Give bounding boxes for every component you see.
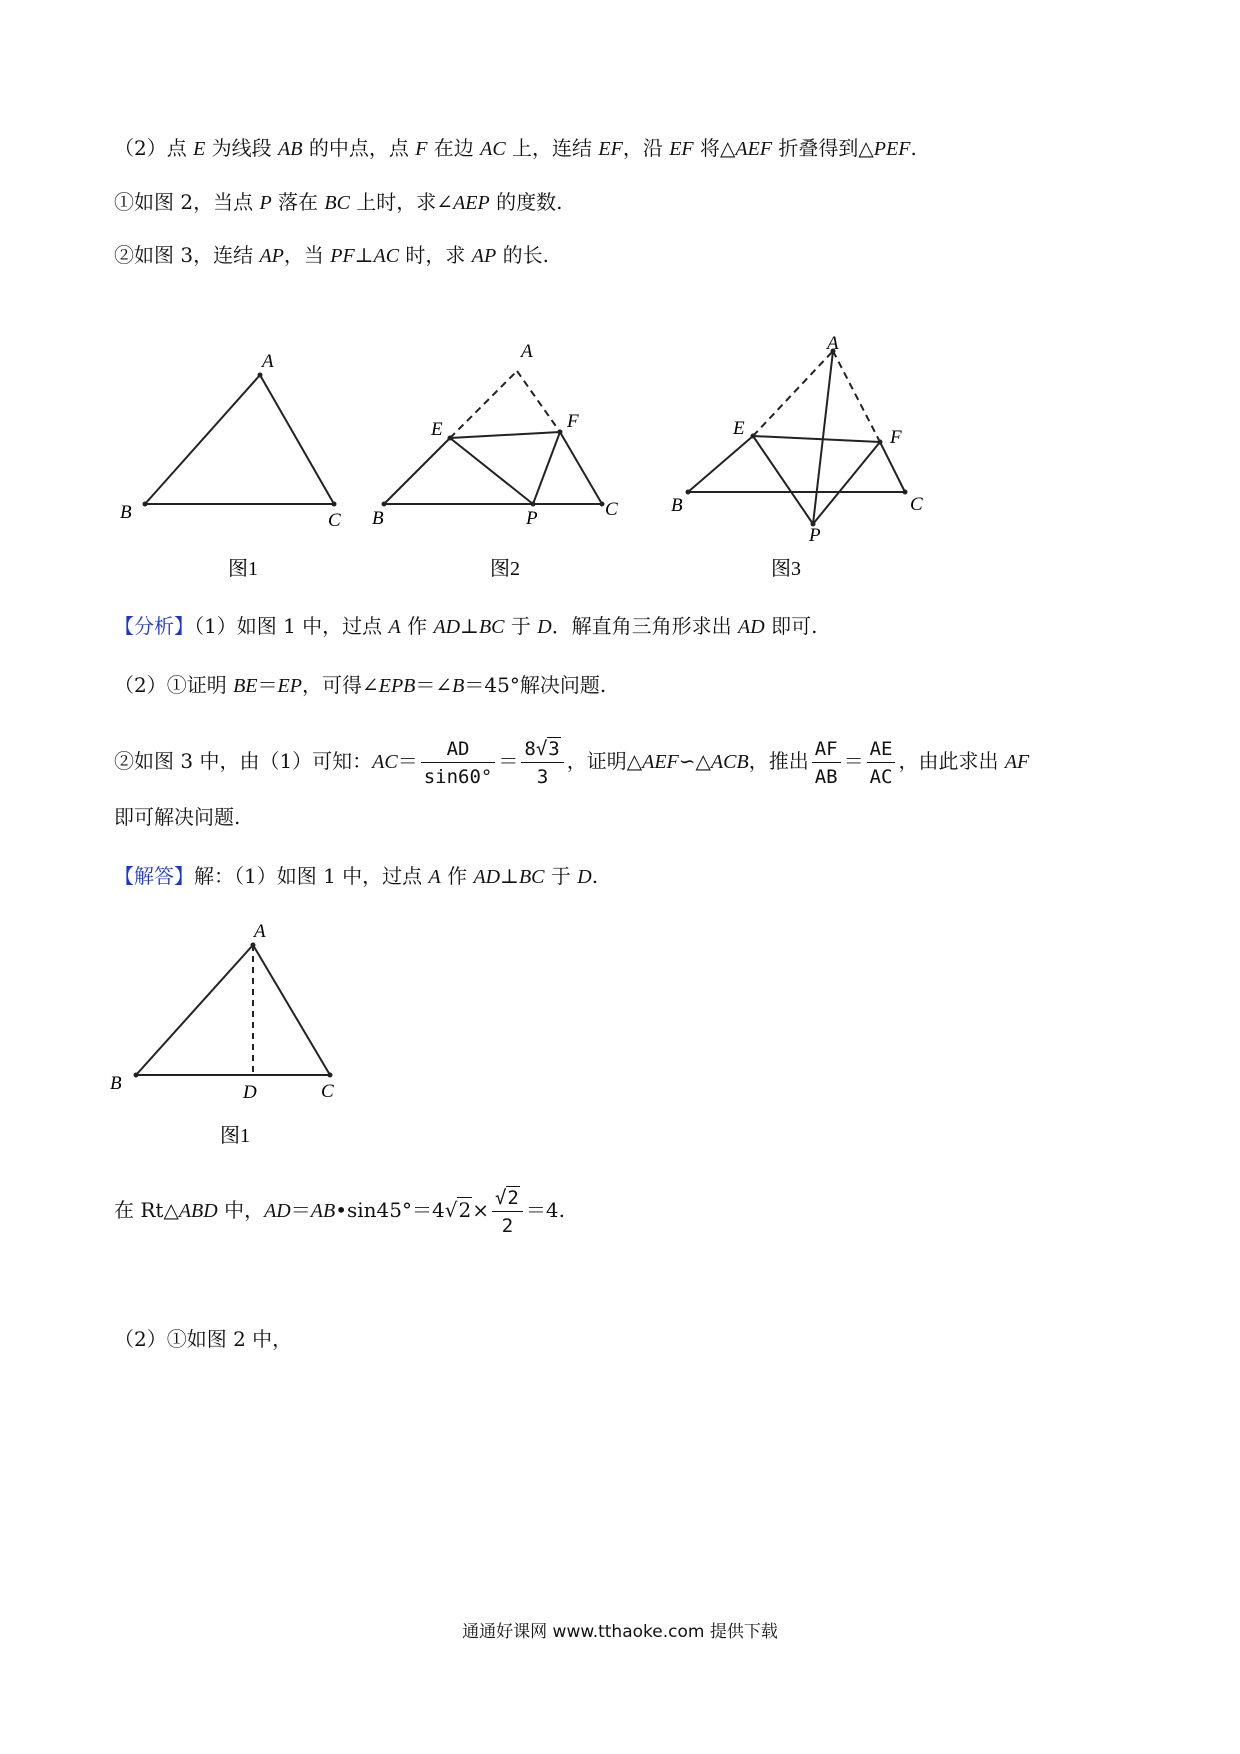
figure-caption: 图3 — [771, 558, 801, 580]
analysis-tag: 【分析】 — [114, 614, 194, 638]
label-p: P — [809, 525, 821, 546]
question-2-stem: （2）点 E 为线段 AB 的中点，点 F 在边 AC 上，连结 EF，沿 EF 将△AEF 折叠得到△PEF. — [114, 136, 917, 160]
label-b: B — [671, 495, 683, 516]
question-2-sub2: ②如图 3，连结 AP，当 PF⊥AC 时，求 AP 的长. — [114, 243, 549, 267]
label-a: A — [521, 341, 533, 362]
analysis-p1: 【分析】（1）如图 1 中，过点 A 作 AD⊥BC 于 D．解直角三角形求出 AD 即可. — [114, 614, 818, 638]
analysis-p2: （2）①证明 BE＝EP，可得∠EPB＝∠B＝45°解决问题. — [114, 673, 607, 697]
analysis-p3-continued: 即可解决问题. — [114, 805, 241, 829]
page-footer: 通通好课网 www.tthaoke.com 提供下载 — [462, 1622, 778, 1642]
label-e: E — [733, 418, 745, 439]
fraction-8root3-3: $\frac{8√3}{3}$ — [521, 738, 563, 788]
figure-caption: 图1 — [228, 558, 258, 580]
label-b: B — [120, 502, 132, 523]
label-p: P — [526, 508, 538, 529]
figure-3 — [665, 335, 945, 585]
label-f: F — [567, 411, 579, 432]
fraction-ae-ac: $\frac{AE}{AC}$ — [867, 738, 896, 788]
question-2-sub1: ①如图 2，当点 P 落在 BC 上时，求∠AEP 的度数. — [114, 190, 563, 214]
answer-tag: 【解答】 — [114, 864, 194, 888]
label-a: A — [262, 351, 274, 372]
label-b: B — [110, 1073, 122, 1094]
label-f: F — [890, 427, 902, 448]
label-c: C — [328, 510, 341, 531]
answer-p3: （2）①如图 2 中， — [114, 1327, 293, 1351]
label-c: C — [321, 1081, 334, 1102]
answer-p2: 在 Rt△ABD 中，AD＝AB•sin45°＝4√2× $\frac{√2}{2}$ ＝4. — [114, 1186, 565, 1237]
figure-1 — [100, 335, 360, 585]
label-d: D — [243, 1082, 257, 1103]
fraction-af-ab: $\frac{AF}{AB}$ — [812, 738, 841, 788]
label-c: C — [605, 499, 618, 520]
label-b: B — [372, 508, 384, 529]
label-e: E — [431, 419, 443, 440]
figure-caption: 图2 — [490, 558, 520, 580]
fraction-root2-2: $\frac{√2}{2}$ — [492, 1187, 523, 1237]
figure-2 — [365, 335, 645, 585]
answer-p1: 【解答】解：（1）如图 1 中，过点 A 作 AD⊥BC 于 D. — [114, 864, 599, 888]
figure-caption: 图1 — [220, 1125, 250, 1145]
label-a: A — [254, 921, 266, 942]
label-a: A — [827, 335, 839, 354]
label-c: C — [910, 494, 923, 515]
fraction-ad-sin60: $\frac{AD}{\sin 60^\circ}$ — [421, 738, 496, 788]
figure-1-with-altitude — [100, 905, 360, 1145]
analysis-p3: ②如图 3 中，由（1）可知：AC＝ $\frac{AD}{\sin 60^\circ}$ ＝ $\frac{8√3}{3}$ ，证明△AEF∽△ACB，推出 $\frac{AF}{AB}$ ＝ $\frac{AE}{AC}$ ，由此求出 AF — [114, 737, 1030, 788]
